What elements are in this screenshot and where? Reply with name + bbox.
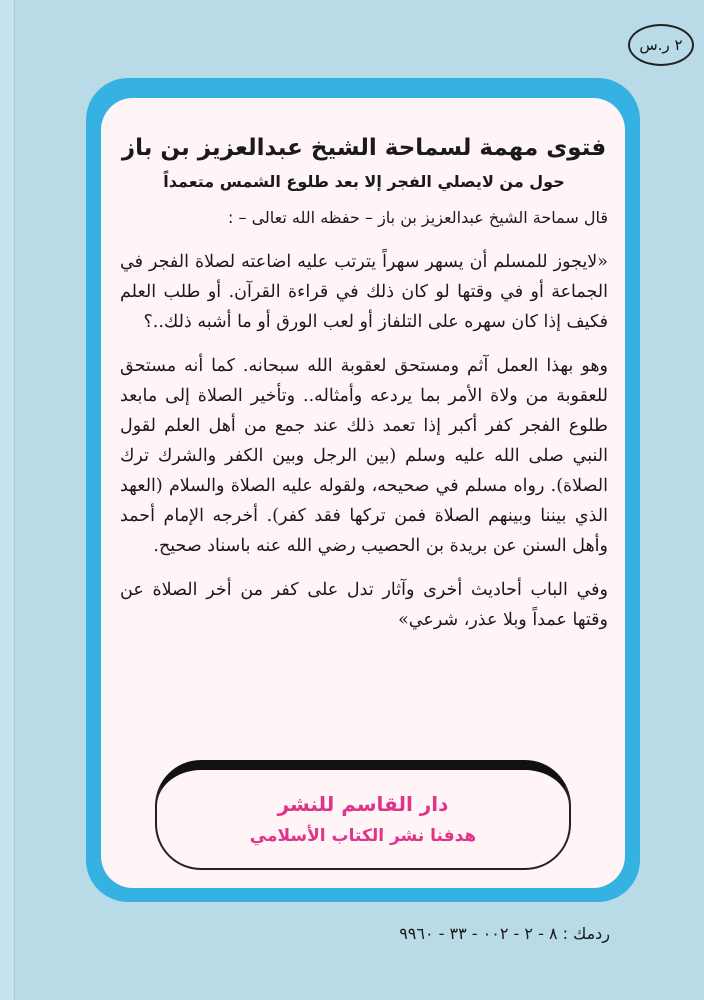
book-spine-edge xyxy=(0,0,15,1000)
publisher-name: دار القاسم للنشر xyxy=(277,792,449,816)
fatwa-intro: قال سماحة الشيخ عبدالعزيز بن باز – حفظه الله تعالى – : xyxy=(228,207,608,227)
price-label: ٢ ر.س xyxy=(628,24,694,66)
publisher-slogan: هدفنا نشر الكتاب الأسلامي xyxy=(249,826,477,846)
fatwa-paragraph-3: وفي الباب أحاديث أخرى وآثار تدل على كفر من أخر الصلاة عن وقتها عمداً وبلا عذر، شرعي» xyxy=(120,580,608,631)
publisher-box xyxy=(155,760,571,870)
fatwa-paragraph-1: «لايجوز للمسلم أن يسهر سهراً يترتب عليه اضاعته لصلاة الفجر في الجماعة أو في وقتها لو كان ذلك في قراءة القرآن. أو طلب العلم فكيف إذا كان سهره على التلفاز أو لعب الورق أو ما أشبه ذلك..؟ xyxy=(120,252,608,333)
isbn-number: ردمك : ٨ - ٢ - ٠٠٢ - ٣٣ - ٩٩٦٠ xyxy=(399,924,610,943)
fatwa-paragraph-2: وهو بهذا العمل آثم ومستحق لعقوبة الله سبحانه. كما أنه مستحق للعقوبة من ولاة الأمر بما يردعه وأمثاله.. وتأخير الصلاة إلى مابعد طلوع الفجر كفر أكبر إذا تعمد ذلك عند جمع من أهل العلم لقول النبي صلى الله عليه وسلم (بين الرجل وبين الكفر والشرك ترك الصلاة). رواه مسلم في صحيحه، ولقوله عليه الصلاة والسلام (العهد الذي بيننا وبينهم الصلاة فمن تركها فقد كفر). أخرجه الإمام أحمد وأهل السنن عن بريدة بن الحصيب رضي الله عنه باسناد صحيح. xyxy=(120,356,608,557)
fatwa-title: فتوى مهمة لسماحة الشيخ عبدالعزيز بن باز xyxy=(121,135,607,161)
fatwa-content xyxy=(120,112,608,649)
fatwa-subtitle: حول من لايصلي الفجر إلا بعد طلوع الشمس متعمداً xyxy=(163,171,565,191)
